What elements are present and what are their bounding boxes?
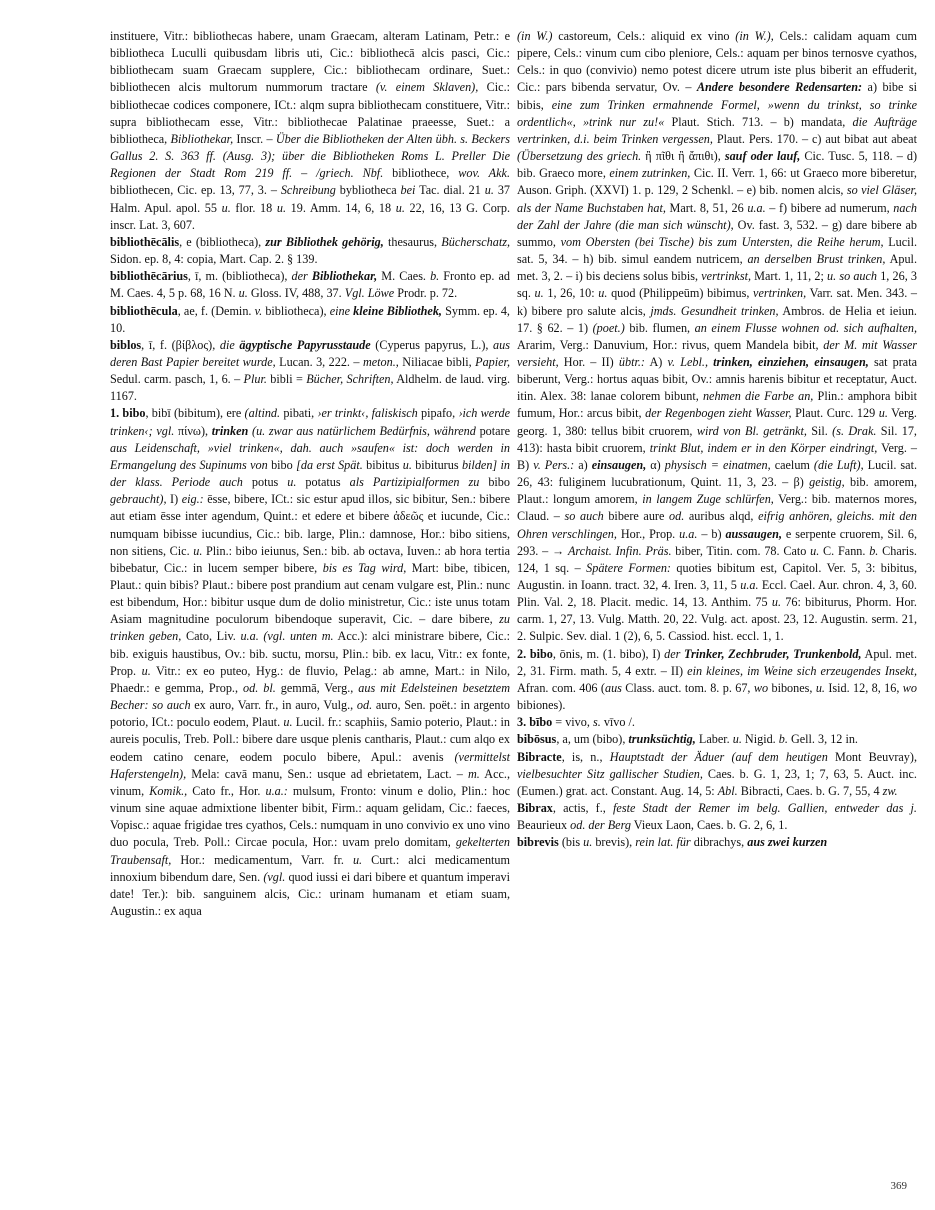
- dictionary-entry: instituere, Vitr.: bibliothecas habere, unam Graecam, alteram Latinam, Petr.: e bibliotheca Luculli quibusdam libris uti, Cic.: bibliothecā alcis pasci, Cic.: bibliothecam suam Graecam supplere, Cic.: bibliothecam ordinare, Suet.: bibliothecen alcis multorum nummorum tractare (v. einem Sklaven), Cic.: bibliothecae codices componere, ICt.: alqm supra bibliothecam constituere, Vitr.: supra bibliothecam esse, Vitr.: bibliothecae Palatinae praeesse, Suet.: a bibliotheca, Bibliothekar, Inscr. – Über die Bibliotheken der Alten übh. s. Beckers Gallus 2. S. 363 ff. (Ausg. 3); über die Bibliotheken Roms L. Preller Die Regionen der Stadt Rom 219 ff. – /griech. Nbf. bibliothece, wov. Akk. bibliothecen, Cic. ep. 13, 77, 3. – Schreibung bybliotheca bei Tac. dial. 21 u. 37 Halm. Apul. apol. 55 u. flor. 18 u. 19. Amm. 14, 6, 18 u. 22, 16, 13 G. Corp. inscr. Lat. 3, 607.: [110, 29, 511, 232]
- dictionary-entry: Bibracte, is, n., Hauptstadt der Äduer (auf dem heutigen Mont Beuvray), vielbesuchter Sitz gallischer Studien, Caes. b. G. 1, 23, 1; 7, 63, 5. Auct. inc. (Eumen.) grat. act. Constant. Aug. 14, 5: Abl. Bibracti, Caes. b. G. 7, 55, 4 zw.: [517, 749, 917, 798]
- dictionary-entry: bibliothēcula, ae, f. (Demin. v. bibliotheca), eine kleine Bibliothek, Symm. ep. 4, 10.: [110, 303, 510, 335]
- page-number: 369: [890, 1180, 907, 1192]
- left-column: [110, 28, 510, 920]
- dictionary-entry: 2. bibo, ōnis, m. (1. bibo), I) der Trinker, Zechbruder, Trunkenbold, Apul. met. 2, 31. Firm. math. 5, 4 extr. – II) ein kleines, im Weine sich erzeugendes Insekt, Afran. com. 406 (aus Class. auct. tom. 8. p. 67, wo bibones, u. Isid. 12, 8, 16, wo bibiones).: [517, 646, 917, 713]
- dictionary-entry: 3. bībo = vivo, s. vīvo /.: [517, 715, 635, 730]
- dictionary-entry: bibliothēcārius, ī, m. (bibliotheca), der Bibliothekar, M. Caes. b. Fronto ep. ad M. Caes. 4, 5 p. 68, 16 N. u. Gloss. IV, 488, 37. Vgl. Löwe Prodr. p. 72.: [110, 269, 510, 301]
- dictionary-entry: biblos, ī, f. (βίβλος), die ägyptische Papyrusstaude (Cyperus papyrus, L.), aus deren Bast Papier bereitet wurde, Lucan. 3, 222. – meton., Niliacae bibli, Papier, Sedul. carm. pasch, 1, 6. – Plur. bibli = Bücher, Schriften, Aldhelm. de laud. virg. 1167.: [110, 337, 511, 404]
- dictionary-entry: bibōsus, a, um (bibo), trunksüchtig, Laber. u. Nigid. b. Gell. 3, 12 in.: [517, 732, 858, 747]
- dictionary-entry: (in W.) castoreum, Cels.: aliquid ex vino (in W.), Cels.: calidam aquam cum pipere, Cels.: vinum cum cibo pleniore, Cels.: aquam per binos ternosve cyathos, Cels.: in quo (convivio) nemo potest dicere utrum iste plus biberit an effuderit, Cic.: pars bibenda servatur, Ov. – Andere besondere Redensarten: a) bibe si bibis, eine zum Trinken ermahnende Formel, »wenn du trinkst, so trinke ordentlich«, »trink nur zu!« Plaut. Stich. 713. – b) mandata, die Aufträge vertrinken, d.i. beim Trinken vergessen, Plaut. Pers. 170. – c) aut bibat aut abeat (Übersetzung des griech. ἢ πῖθι ἢ ἄπιθι), sauf oder lauf, Cic. Tusc. 5, 118. – d) bib. Graeco more, einem zutrinken, Cic. II. Verr. 1, 66: ut Graeco more biberetur, Auson. Griph. (XXVI) 1. p. 129, 2 Schenkl. – e) bib. nomen alcis, so viel Gläser, als der Name Buchstaben hat, Mart. 8, 51, 26 u.a. – f) bibere ad numerum, nach der Zahl der Jahre (die man sich wünscht), Ov. fast. 3, 532. – g) dare bibere ab summo, vom Obersten (bei Tische) bis zum Untersten, die Reihe herum, Lucil. sat. 5, 34. – h) bib. simul eandem nutricem, an derselben Brust trinken, Apul. met. 3, 2. – i) bis deciens solus bibis, vertrinkst, Mart. 1, 11, 2; u. so auch 1, 26, 3 sq. u. 1, 26, 10: u. quod (Philippeūm) bibimus, vertrinken, Varr. sat. Men. 343. – k) bibere pro salute alcis, jmds. Gesundheit trinken, Ambros. de Helia et ieiun. 17. § 62. – 1) (poet.) bib. flumen, an einem Flusse wohnen od. sich aufhalten, Ararim, Verg.: Danuvium, Hor.: rivus, quem Mandela bibit, der M. mit Wasser versieht, Hor. – II) übtr.: A) v. Lebl., trinken, einziehen, einsaugen, sat prata biberunt, Verg.: hortus aquas bibit, Ov.: amnis harenis bibitur et receptatur, Auct. itin. Alex. 38: lanae colorem bibunt, nehmen die Farbe an, Plin.: amphora bibit fumum, Hor.: arcus bibit, der Regenbogen zieht Wasser, Plaut. Curc. 129 u. Verg. georg. 1, 380: tellus bibit cruorem, wird von Bl. getränkt, Sil. (s. Drak. Sil. 17, 413): hasta bibit cruorem, trinkt Blut, indem er in den Körper eindringt, Verg. – B) v. Pers.: a) einsaugen, α) physisch = einatmen, caelum (die Luft), Lucil. sat. 26, 43: fuliginem lucubrationum, Quint. 11, 3, 23. – β) geistig, bib. amorem, Plaut.: longum amorem, in langem Zuge schlürfen, Verg.: bib. maternos mores, Claud. – so auch bibere aure od. auribus alqd, eifrig anhören, gleichs. mit den Ohren verschlingen, Hor., Prop. u.a. – b) aussaugen, e serpente cruorem, Sil. 6, 293. – → Archaist. Infin. Präs. biber, Titin. com. 78. Cato u. C. Fann. b. Charis. 124, 1 sq. – Spätere Formen: quoties bibitum est, Capitol. Ver. 5, 3: bibitus, Augustin. in Ioann. tract. 32, 4. Iren. 3, 11, 5 u.a. Eccl. Cael. Aur. chron. 4, 3, 60. Plin. Val. 2, 18. Placit. medic. 14, 13. Anthim. 75 u. 76: bibiturus, Phorm. Hor. carm. 1, 27, 13. Vulg. Matth. 20, 22. Vulg. act. apost. 23, 12. Augustin. serm. 21, 2. Sulpic. Sev. dial. 1 (2), 6, 5. Cassiod. hist. eccl. 1, 1.: [517, 29, 918, 644]
- dictionary-entry: bibliothēcālis, e (bibliotheca), zur Bibliothek gehörig, thesaurus, Bücherschatz, Sidon. ep. 8, 4: copia, Mart. Cap. 2. § 139.: [110, 234, 510, 267]
- dictionary-entry: Bibrax, actis, f., feste Stadt der Remer im belg. Gallien, entweder das j. Beaurieux od. der Berg Vieux Laon, Caes. b. G. 2, 6, 1.: [517, 801, 917, 833]
- dictionary-entry: bibrevis (bis u. brevis), rein lat. für dibrachys, aus zwei kurzen: [517, 835, 828, 850]
- dictionary-entry: 1. bibo, bibī (bibitum), ere (altind. pibati, ›er trinkt‹, faliskisch pipafo, ›ich werde trinken‹; vgl. πίνω), trinken (u. zwar aus natürlichem Bedürfnis, während potare aus Leidenschaft, »viel trinken«, dah. auch »saufen« ist: doch werden in Ermangelung des Supinums von bibo [da erst Spät. bibitus u. bibiturus bilden] in der klass. Periode auch potus u. potatus als Partizipialformen zu bibo gebraucht), I) eig.: ēsse, bibere, ICt.: sic estur apud illos, sic bibitur, Sen.: bibere aut etiam ēsse inter agendum, Quint.: et edere et bibere ἀδεῶς et iucunde, Cic.: numquam bibisse iucundius, Cic.: bib. large, Plin.: damnose, Hor.: bibo sitiens, non sitiens, Cic. u. Plin.: bibo ieiunus, Sen.: bib. ab octava, Iuven.: ab hora tertia bibebatur, Cic.: in lucem semper bibere, bis es Tag wird, Mart: bibe, tibicen, Plaut.: quin bibis? Plaut.: bibere post prandium aut cenam vulgare est, Plin.: nunc est bibendum, Hor.: bibitur usque dum de dolio ministretur, Cic.: iste unus totam Asiam magnitudine poculorum bibendoque superavit, Cic. – dare bibere, zu trinken geben, Cato, Liv. u.a. (vgl. unten m. Acc.): alci ministrare bibere, Cic.: bib. exiguis haustibus, Ov.: bib. suctu, morsu, Plin.: bib. ex lacu, Vitr.: ex fonte, Prop. u. Vitr.: ex eo puteo, Hyg.: de fluvio, Pelag.: ab amne, Mart.: in Nilo, Phaedr.: e gemma, Prop., od. bl. gemmā, Verg., aus mit Edelsteinen besetztem Becher: so auch ex auro, Varr. fr., in auro, Vulg., od. auro, Sen. poët.: in argento potorio, ICt.: poculo eodem, Plaut. u. Lucil. fr.: scaphiis, Samio poterio, Plaut.: in aureis poculis, Treb. Poll.: bibere dare usque plenis cantharis, Plaut.: cum alqo ex eodem catino cenare, eodem poculo bibere, Apul.: avenis (vermittelst Haferstengeln), Mela: cavā manu, Sen.: usque ad ebrietatem, Lact. – m. Acc., vinum, Komik., Cato fr., Hor. u.a.: mulsum, Fronto: vinum e dolio, Plin.: hoc vinum sine aquae admixtione libenter bibit, Firm.: aquam gelidam, Cic.: faeces, Vopisc.: aquae frigidae tres cyathos, Cels.: numquam in uno convivio ex uno vino duo pocula, Treb. Poll.: Circae pocula, Hor.: uvam prelo domitam, gekelterten Traubensaft, Hor.: medicamentum, Varr. fr. u. Curt.: alci medicamentum innoxium bibendum dare, Sen. (vgl. quod iussi ei dari bibere et quantum imperavi date! Ter.): bib. sanguinem alcis, Cic.: urinam humanam et etiam suam, Augustin.: ex aqua: [110, 406, 511, 918]
- right-column: [517, 28, 917, 852]
